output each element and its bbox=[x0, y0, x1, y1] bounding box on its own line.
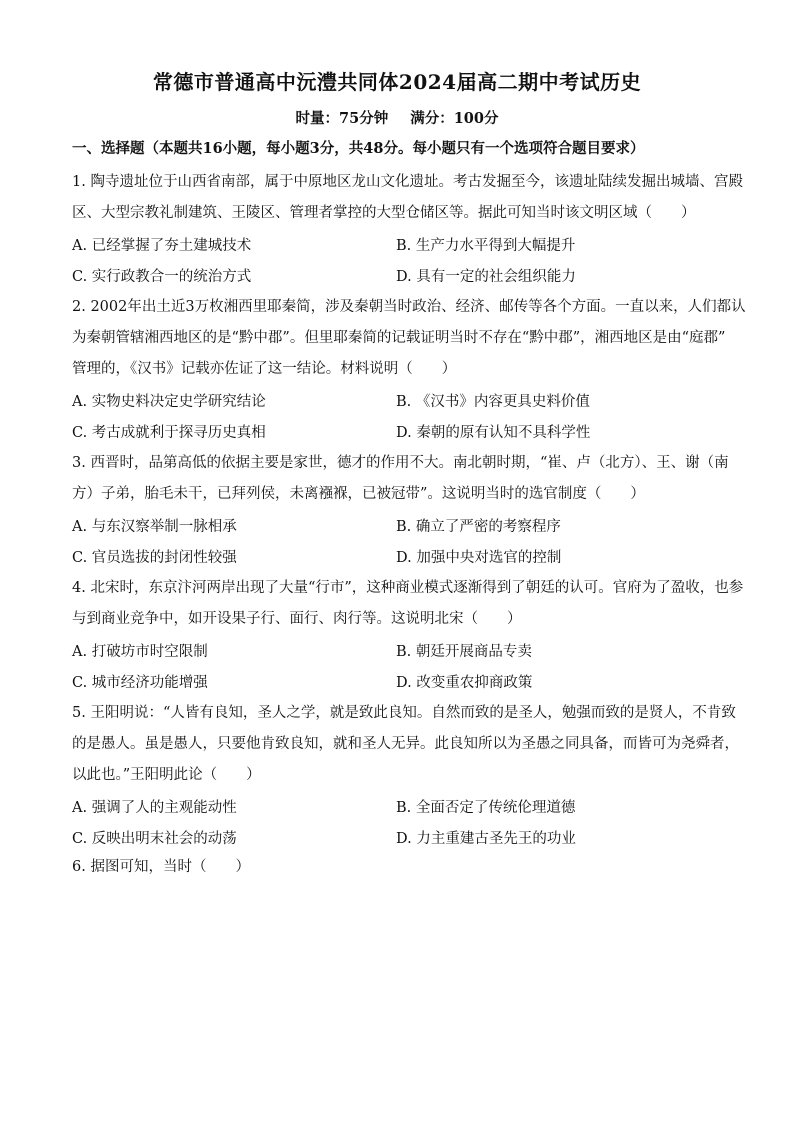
question-5-line-2: 的是愚人。虽是愚人，只要他肯致良知，就和圣人无异。此良知所以为圣愚之同具备，而皆可为尧舜者， bbox=[72, 736, 739, 752]
question-2-stem bbox=[72, 292, 746, 385]
question-4-line-2: 与到商业竞争中，如开设果子行、面行、肉行等。这说明北宋（ ） bbox=[72, 611, 522, 627]
time-label: 时量：75分钟 bbox=[295, 110, 389, 127]
question-5-option-c: C. 反映出明末社会的动荡 bbox=[72, 831, 237, 847]
question-4-stem bbox=[72, 573, 744, 635]
question-1-option-b: B. 生产力水平得到大幅提升 bbox=[396, 238, 576, 254]
question-2-option-b: B. 《汉书》内容更具史料价值 bbox=[396, 394, 590, 410]
question-1-line-1: 1. 陶寺遗址位于山西省南部，属于中原地区龙山文化遗址。考古发掘至今，该遗址陆续发掘出城墙、宫殿 bbox=[72, 174, 743, 190]
question-2-line-3: 管理的，《汉书》记载亦佐证了这一结论。材料说明（ ） bbox=[72, 361, 457, 377]
question-3-option-b: B. 确立了严密的考察程序 bbox=[396, 519, 561, 535]
exam-title: 常德市普通高中沅澧共同体2024届高二期中考试历史 bbox=[152, 70, 642, 94]
question-1-option-a: A. 已经掌握了夯土建城技术 bbox=[72, 238, 252, 254]
question-2-line-1: 2. 2002年出土近3万枚湘西里耶秦简，涉及秦朝当时政治、经济、邮传等各个方面。一直以来，人们都认 bbox=[72, 299, 746, 315]
section-heading: 一、选择题（本题共16小题，每小题3分，共48分。每小题只有一个选项符合题目要求） bbox=[72, 140, 645, 157]
exam-subtitle bbox=[0, 107, 794, 128]
question-5-option-a: A. 强调了人的主观能动性 bbox=[72, 800, 237, 816]
question-4-option-b: B. 朝廷开展商品专卖 bbox=[396, 644, 532, 660]
question-3-line-1: 3. 西晋时，品第高低的依据主要是家世，德才的作用不大。南北朝时期，“崔、卢（北方）、王、谢（南 bbox=[72, 455, 729, 471]
question-2-line-2: 为秦朝管辖湘西地区的是“黔中郡”。但里耶秦简的记载证明当时不存在“黔中郡”，湘西地区是由“庭郡” bbox=[72, 330, 726, 346]
question-3-option-d: D. 加强中央对选官的控制 bbox=[396, 550, 562, 566]
question-2-option-a: A. 实物史料决定史学研究结论 bbox=[72, 394, 266, 410]
question-4-option-a: A. 打破坊市时空限制 bbox=[72, 644, 208, 660]
score-label: 满分：100分 bbox=[410, 110, 499, 127]
question-6-line-1: 6. 据图可知，当时（ ） bbox=[72, 859, 250, 875]
question-4-option-d: D. 改变重农抑商政策 bbox=[396, 675, 533, 691]
question-5-stem bbox=[72, 698, 739, 791]
question-1-option-d: D. 具有一定的社会组织能力 bbox=[396, 269, 576, 285]
question-3-line-2: 方）子弟，胎毛未干，已拜列侯，未离襁褓，已被冠带”。这说明当时的选官制度（ ） bbox=[72, 486, 645, 502]
question-3-option-a: A. 与东汉察举制一脉相承 bbox=[72, 519, 237, 535]
question-5-line-1: 5. 王阳明说：“人皆有良知，圣人之学，就是致此良知。自然而致的是圣人，勉强而致的是贤人，不肯致 bbox=[72, 705, 736, 721]
question-2-option-c: C. 考古成就利于探寻历史真相 bbox=[72, 425, 266, 441]
question-5-line-3: 以此也。”王阳明此论（ ） bbox=[72, 767, 261, 783]
question-1-line-2: 区、大型宗教礼制建筑、王陵区、管理者掌控的大型仓储区等。据此可知当时该文明区域（ ） bbox=[72, 205, 696, 221]
question-2-option-d: D. 秦朝的原有认知不具科学性 bbox=[396, 425, 591, 441]
question-4-option-c: C. 城市经济功能增强 bbox=[72, 675, 208, 691]
question-6-stem bbox=[72, 852, 732, 883]
question-5-option-b: B. 全面否定了传统伦理道德 bbox=[396, 800, 576, 816]
question-3-option-c: C. 官员选拔的封闭性较强 bbox=[72, 550, 237, 566]
question-5-option-d: D. 力主重建古圣先王的功业 bbox=[396, 831, 576, 847]
question-1-option-c: C. 实行政教合一的统治方式 bbox=[72, 269, 252, 285]
question-4-line-1: 4. 北宋时，东京汴河两岸出现了大量“行市”，这种商业模式逐渐得到了朝廷的认可。官府为了盈收，也参 bbox=[72, 580, 744, 596]
question-1-stem bbox=[72, 167, 743, 229]
question-3-stem bbox=[72, 448, 732, 510]
